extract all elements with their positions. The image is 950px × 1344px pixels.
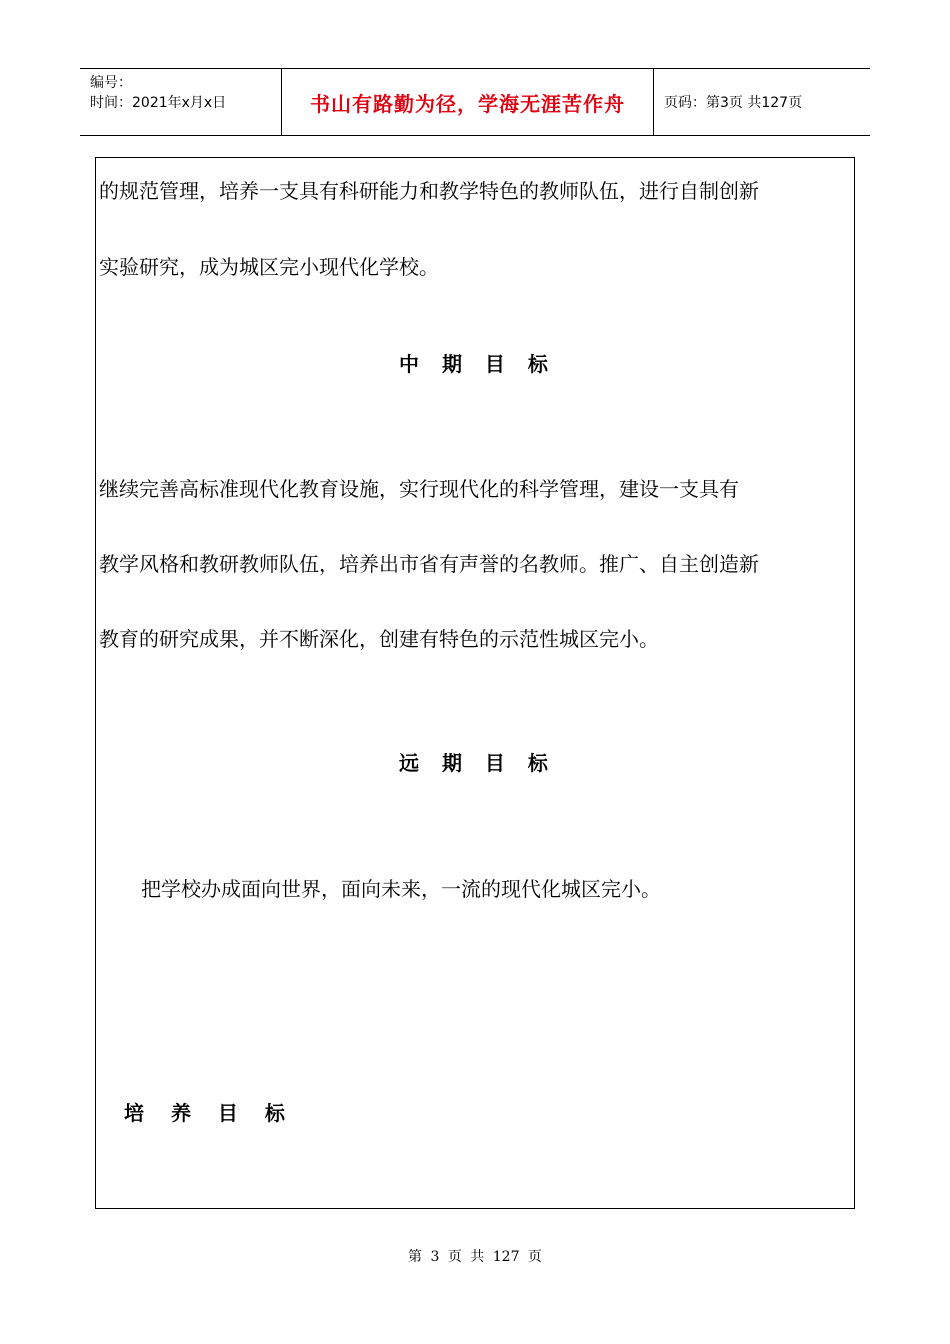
page-header bbox=[80, 68, 870, 136]
training-heading: 培 养 目 标 bbox=[124, 1101, 285, 1125]
intro-line-2: 实验研究，成为城区完小现代化学校。 bbox=[99, 255, 439, 279]
header-page-cell bbox=[654, 69, 870, 135]
header-motto-cell bbox=[282, 69, 654, 135]
long-term-line: 把学校办成面向世界，面向未来，一流的现代化城区完小。 bbox=[141, 877, 661, 901]
long-term-heading: 远 期 目 标 bbox=[399, 751, 548, 775]
mid-term-heading: 中 期 目 标 bbox=[399, 352, 548, 376]
motto-text: 书山有路勤为径，学海无涯苦作舟 bbox=[310, 91, 625, 116]
mid-term-line-2: 教学风格和教研教师队伍，培养出市省有声誉的名教师。推广、自主创造新 bbox=[99, 552, 759, 576]
date-label: 时间：2021年x月x日 bbox=[90, 95, 227, 111]
mid-term-line-1: 继续完善高标准现代化教育设施，实行现代化的科学管理，建设一支具有 bbox=[99, 477, 739, 501]
page-label: 页码：第3页 共127页 bbox=[664, 95, 803, 111]
intro-line-1: 的规范管理，培养一支具有科研能力和教学特色的教师队伍，进行自制创新 bbox=[99, 179, 759, 203]
header-meta-cell bbox=[80, 69, 282, 135]
page-footer: 第 3 页 共 127 页 bbox=[408, 1249, 542, 1265]
serial-label: 编号： bbox=[90, 75, 132, 91]
mid-term-line-3: 教育的研究成果，并不断深化，创建有特色的示范性城区完小。 bbox=[99, 627, 659, 651]
content-box bbox=[95, 157, 855, 1209]
